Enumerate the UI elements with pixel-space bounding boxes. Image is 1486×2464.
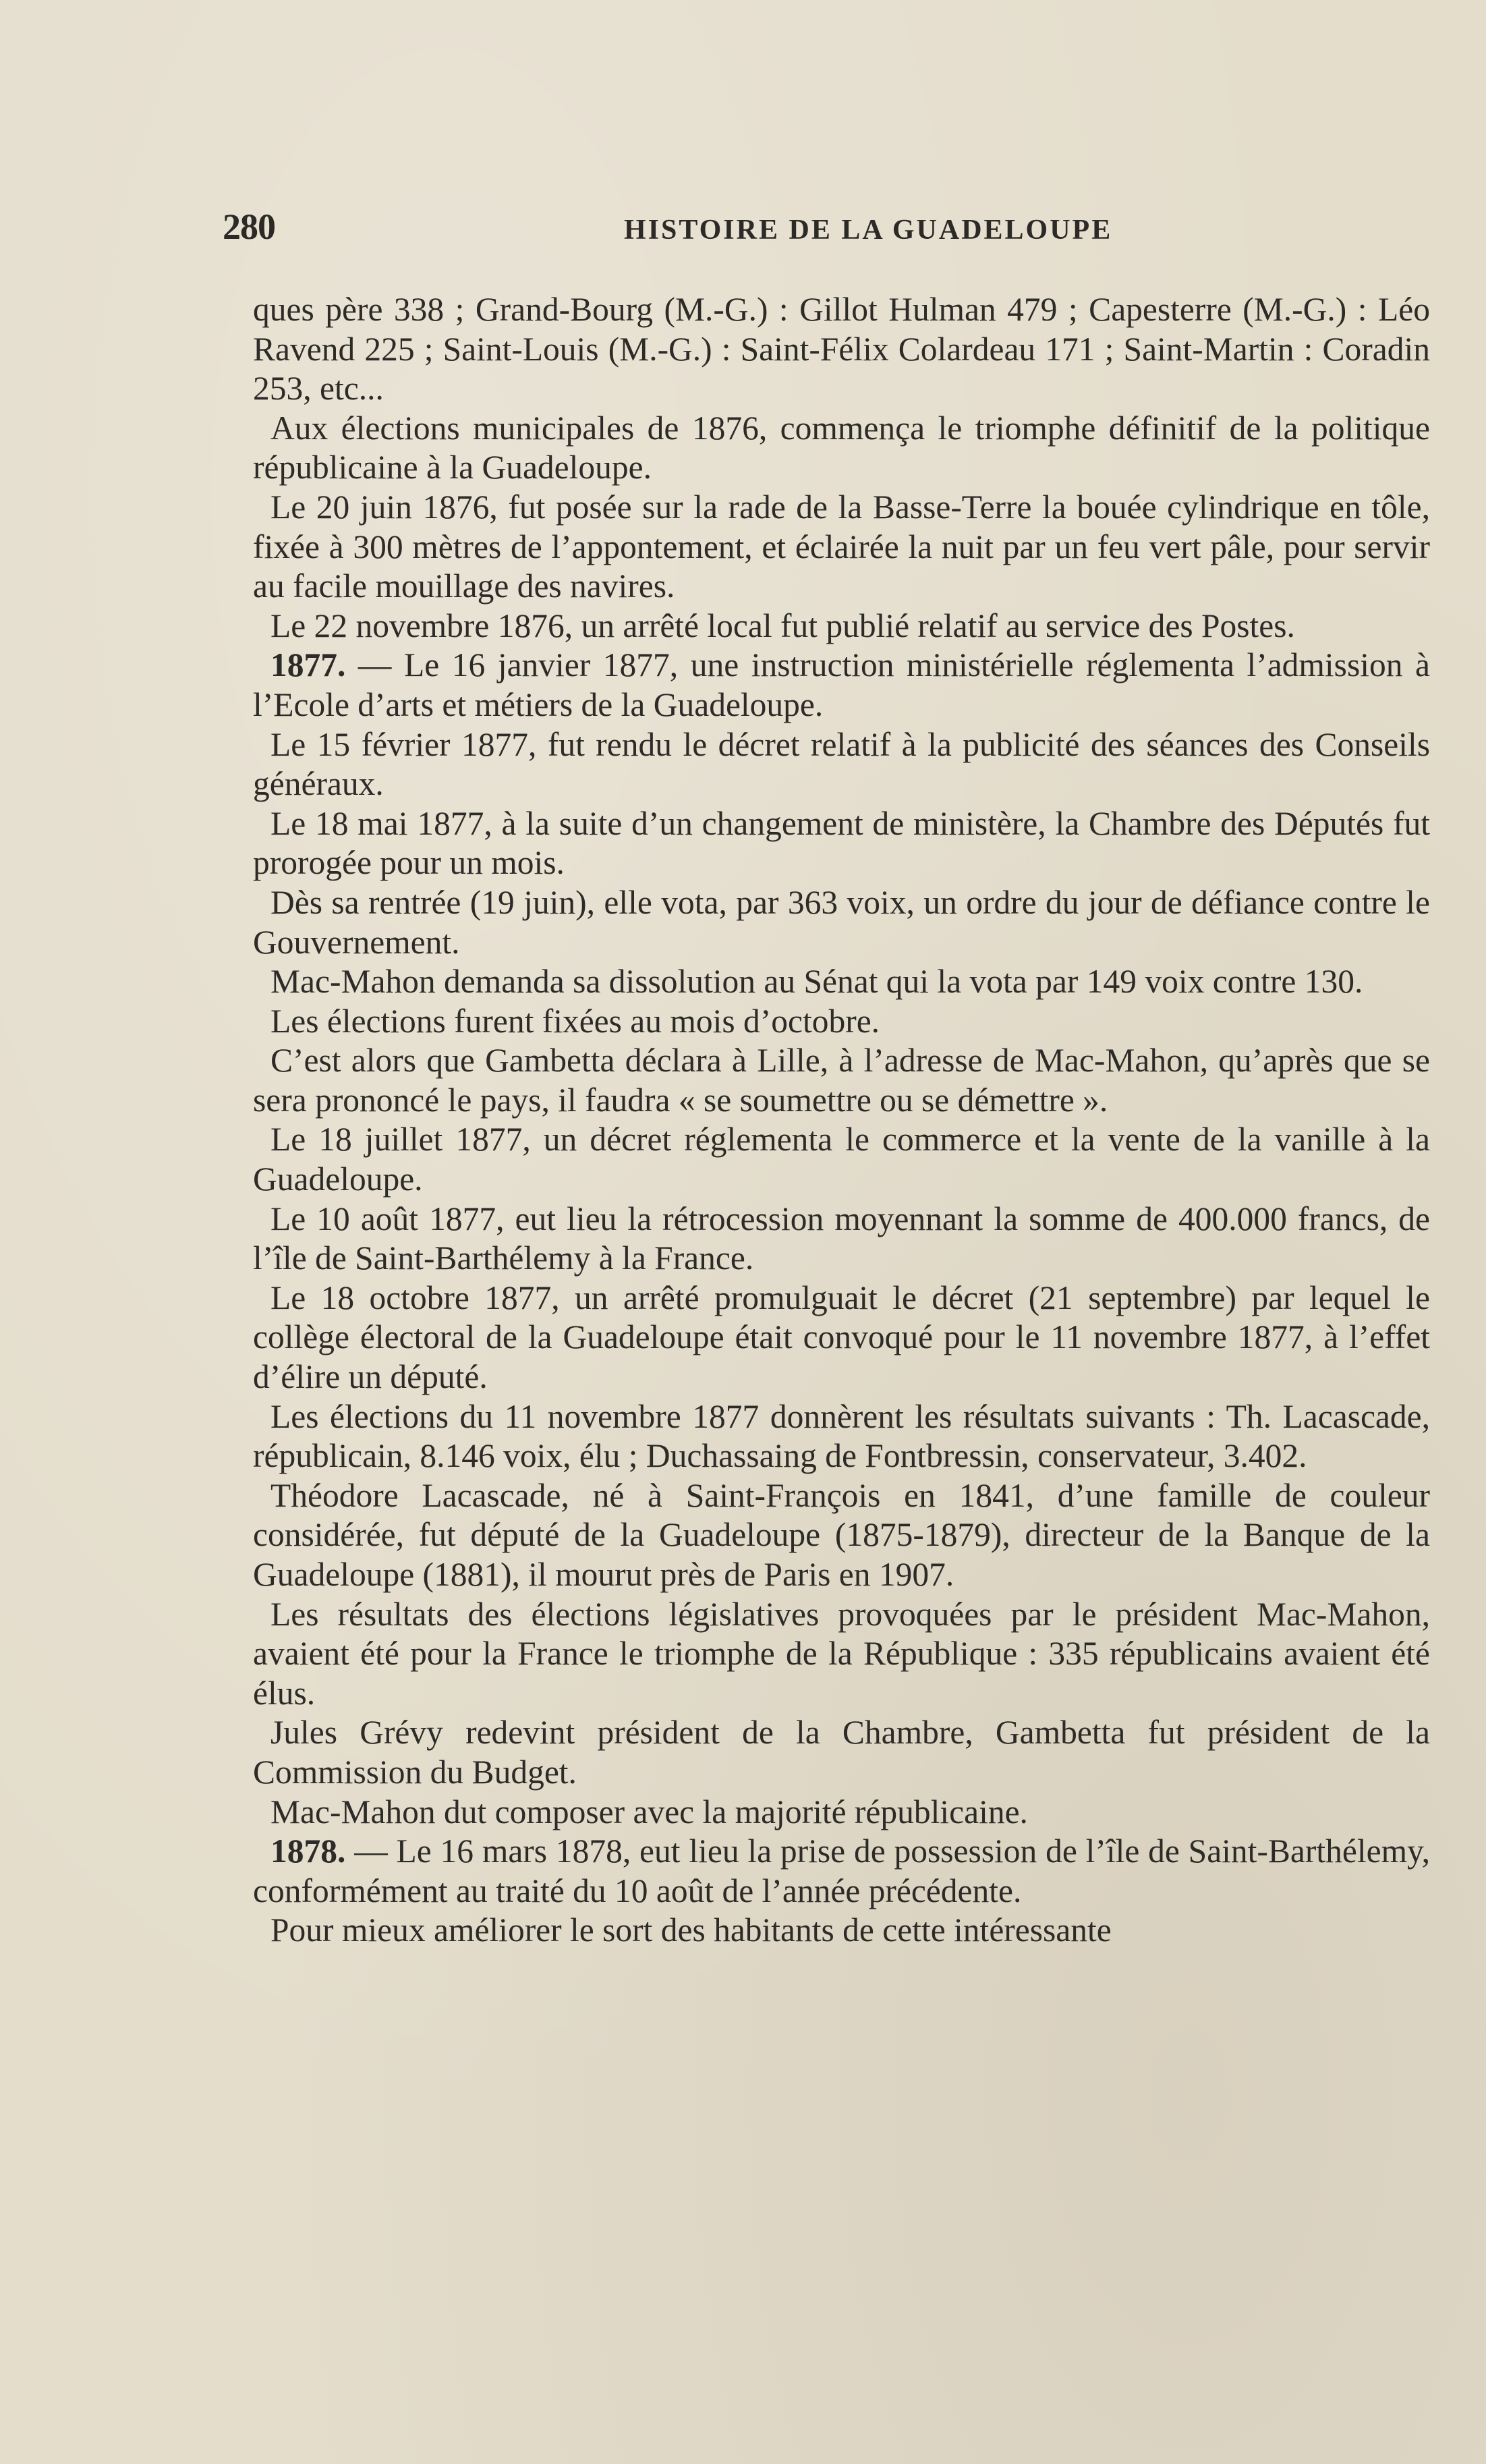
page-header [223,206,1437,260]
paragraph-text: Aux élections municipales de 1876, commença le triomphe définitif de la politique républicaine à la Guadeloupe. [253,409,1430,486]
paragraph-text: Le 18 octobre 1877, un arrêté promulguait le décret (21 septembre) par lequel le collège électoral de la Guadeloupe était convoqué pour le 11 novembre 1877, à l’effet d’élire un député. [253,1279,1430,1396]
paragraph-text: Pour mieux améliorer le sort des habitants de cette intéressante [270,1911,1112,1949]
paragraph [253,804,1430,883]
paragraph [253,1120,1430,1199]
paragraph-text: Les résultats des élections législatives provoquées par le président Mac-Mahon, avaient été pour la France le triomphe de la République : 335 républicains avaient été élus. [253,1595,1430,1712]
paragraph [253,1713,1430,1792]
paragraph-text: C’est alors que Gambetta déclara à Lille, à l’adresse de Mac-Mahon, qu’après que se sera prononcé le pays, il faudra « se soumettre ou se démettre ». [253,1042,1430,1119]
paragraph-text: Les élections du 11 novembre 1877 donnèrent les résultats suivants : Th. Lacascade, républicain, 8.146 voix, élu ; Duchassaing de Fontbressin, conservateur, 3.402. [253,1397,1430,1475]
paragraph [253,1793,1430,1832]
paragraph [253,883,1430,962]
paragraph [253,488,1430,607]
paragraph [253,725,1430,804]
paragraph-text: ques père 338 ; Grand-Bourg (M.-G.) : Gillot Hulman 479 ; Capesterre (M.-G.) : Léo Ravend 225 ; Saint-Louis (M.-G.) : Saint-Félix Colardeau 171 ; Saint-Martin : Coradin 253, etc... [253,291,1430,408]
paragraph [253,1911,1430,1951]
paragraph [253,1041,1430,1120]
paragraph-text: Le 10 août 1877, eut lieu la rétrocession moyennant la somme de 400.000 francs, de l’île de Saint-Barthélemy à la France. [253,1200,1430,1277]
paragraph-text: Le 18 juillet 1877, un décret réglementa le commerce et la vente de la vanille à la Guadeloupe. [253,1121,1430,1198]
paragraph-text: Mac-Mahon demanda sa dissolution au Sénat qui la vota par 149 voix contre 130. [270,963,1363,1001]
paragraph [253,1397,1430,1476]
paragraph [253,1832,1430,1911]
paragraph-text: Les élections furent fixées au mois d’octobre. [270,1002,880,1040]
paragraph-text: Le 22 novembre 1876, un arrêté local fut publié relatif au service des Postes. [270,607,1295,644]
paragraph [253,1279,1430,1397]
paragraph-text: Dès sa rentrée (19 juin), elle vota, par 363 voix, un ordre du jour de défiance contre le Gouvernement. [253,883,1430,961]
paragraph-text: Le 18 mai 1877, à la suite d’un changement de ministère, la Chambre des Députés fut prorogée pour un mois. [253,804,1430,882]
paragraph [253,646,1430,725]
paragraph [253,962,1430,1002]
year-heading: 1877. [270,646,346,684]
paragraph [253,409,1430,488]
paragraph-text: Jules Grévy redevint président de la Chambre, Gambetta fut président de la Commission du Budget. [253,1714,1430,1791]
paragraph [253,1002,1430,1042]
body-text [253,290,1430,1951]
year-heading: 1878. [270,1832,346,1870]
paragraph-text: Théodore Lacascade, né à Saint-François en 1841, d’une famille de couleur considérée, fut député de la Guadeloupe (1875-1879), directeur de la Banque de la Guadeloupe (1881), il mourut près de Paris en 1907. [253,1476,1430,1593]
paragraph [253,607,1430,646]
paragraph-text: — Le 16 mars 1878, eut lieu la prise de possession de l’île de Saint-Barthélemy, conformément au traité du 10 août de l’année précédente. [253,1832,1430,1909]
paragraph-text: Mac-Mahon dut composer avec la majorité républicaine. [270,1793,1028,1830]
page-number: 280 [223,206,275,247]
paragraph [253,290,1430,409]
paragraph-text: — Le 16 janvier 1877, une instruction ministérielle réglementa l’admission à l’Ecole d’arts et métiers de la Guadeloupe. [253,646,1430,723]
paragraph-text: Le 15 février 1877, fut rendu le décret relatif à la publicité des séances des Conseils généraux. [253,725,1430,803]
paragraph-text: Le 20 juin 1876, fut posée sur la rade de la Basse-Terre la bouée cylindrique en tôle, fixée à 300 mètres de l’appontement, et éclairée la nuit par un feu vert pâle, pour servir au facile mouillage des navires. [253,488,1430,605]
paragraph [253,1595,1430,1714]
paragraph [253,1476,1430,1595]
running-title: HISTOIRE DE LA GUADELOUPE [624,215,1113,246]
paragraph [253,1200,1430,1279]
